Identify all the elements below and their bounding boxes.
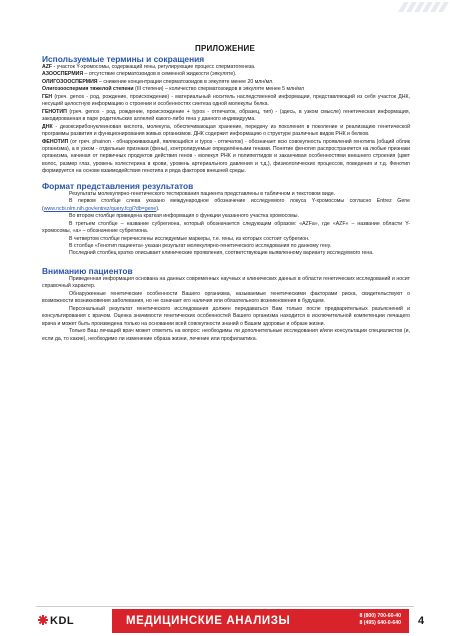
footer-divider — [36, 606, 414, 607]
format-heading: Формат представления результатов — [42, 180, 194, 191]
phone-number-1[interactable]: 8 (800) 700-60-40 — [359, 613, 401, 619]
kdl-logo — [38, 614, 98, 628]
format-paragraph-1: Результаты молекулярно-генетического тестирования пациента представлены в табличном и текстовом виде. — [69, 190, 336, 197]
format-paragraph-6: В столбце «Генотип пациента» указан результат молекулярно-генетического исследования по данному гену. — [69, 242, 332, 249]
glossary-item-oligozoospermia-severe: Олигозооспермия тяжелой степени (III степени) – количество сперматозоидов в эякуляте менее 5 млн/мл — [42, 86, 304, 93]
glossary-item-azf: AZF - участок Y-хромосомы, содержащий гены, регулирующие процесс сперматогенеза. — [42, 64, 256, 70]
attention-paragraph-1: Приведенная информация основана на данных современных научных и клинических данных в области генетических исследований и носит справочный характер. — [42, 275, 410, 290]
format-paragraph-2: В первом столбце слева указано международное обозначение исследуемого локуса Y-хромосомы согласно Entrez Gene (www.ncbi.nlm.nih.gov/entrez/query.fcgi?db=gene). — [42, 198, 410, 212]
kdl-logo-mark-icon — [38, 615, 48, 625]
format-paragraph-7: Последний столбец кратко описывает клинические проявления, соответствующие выявленному варианту исследуемого гена. — [69, 250, 374, 257]
header-decoration — [392, 0, 450, 18]
format-paragraph-4: В третьем столбце – название субрегиона, который обозначается следующим образом: «AZFa», где «AZF» – название области Y-хромосомы, «a» – обозначение субрегиона. — [42, 220, 410, 235]
glossary-list — [42, 64, 410, 176]
glossary-item-phenotype: ФЕНОТИП (от греч. phainon - обнаруживающий, являющийся и typos - отпечаток) - обозначает всю совокупность проявлений генотипа (общий облик организма), а в узком - отдельные признаки (фены), контролируемые определёнными генами. Понятие фенотип распространяется на любые признаки организма, начиная от первичных продуктов действия генов - молекул РНК и полипептидов и заканчивая особенностями внешнего строения (цвет волос, размер глаз, уровень холестерина в крови, уровень артериального давления и т.д.), физиологических процессов, поведения и т.д. Фенотип формируется на основе взаимодействия генотипа и ряда факторов внешней среды. — [42, 138, 410, 175]
page-title: ПРИЛОЖЕНИЕ — [195, 44, 255, 53]
glossary-item-oligozoospermia: ОЛИГОЗООСПЕРМИЯ – снижение концентрации сперматозоидов в эякуляте менее 20 млн/мл. — [42, 78, 274, 85]
glossary-item-azoospermia: АЗООСПЕРМИЯ – отсутствие сперматозоидов в семенной жидкости (эякуляте). — [42, 71, 237, 78]
footer-banner — [112, 609, 409, 633]
attention-paragraph-3: Персональный результат генетического исследования должен передаваться Вам только после предварительных разъяснений и консультирования с врачом. Оценка значимости генетических особенностей Вашего организма находится в исключительной компетенции лечащего врача и может быть произведена только на основании всей совокупности знаний о Вашем здоровье и образе жизни. — [42, 305, 410, 327]
attention-paragraph-4: Только Ваш лечащий врач может ответить на вопрос: необходимы ли дополнительные исследования и/или консультации специалистов (и, если да, то какие), необходимо ли изменение образа жизни, лечение или профилактика. — [42, 328, 410, 342]
banner-title: МЕДИЦИНСКИЕ АНАЛИЗЫ — [126, 615, 291, 627]
attention-heading: Вниманию пациентов — [42, 265, 133, 276]
entrez-gene-link[interactable]: www.ncbi.nlm.nih.gov/entrez/query.fcgi?db=gene — [43, 205, 157, 212]
page-number: 4 — [418, 615, 425, 627]
glossary-item-gene: ГЕН (греч. genos - род, рождение, происхождение) - материальный носитель наследственной информации, представляющий из себя участок ДНК, несущий целостную информацию о строении и особенностях синтеза одной молекулы белка. — [42, 93, 410, 108]
glossary-heading: Используемые термины и сокращения — [42, 54, 205, 64]
glossary-item-genotype: ГЕНОТИП (греч. genos - род, рождение, происхождение + typos - отпечаток, образец, тип) - (здесь, в узком смысле) генетическая информация, закодированная в паре родительских аллелей какого-либо гена у данного индивидуума. — [42, 108, 410, 123]
phone-list — [359, 613, 401, 627]
phone-number-2[interactable]: 8 (495) 640-0-640 — [359, 620, 401, 626]
format-paragraph-3: Во втором столбце приведена краткая информация о функции указанного участка хромосомы. — [69, 213, 299, 220]
glossary-item-dna: ДНК - дезоксирибонуклеиновая кислота, молекула, обеспечивающая хранение, передачу из поколения в поколение и реализацию генетической программы развития и функционирования живых организмов. ДНК содержит информацию о структуре различных видов РНК и белков. — [42, 123, 410, 138]
kdl-logo-text: KDL — [50, 615, 75, 627]
format-paragraph-5: В четвертом столбце перечислены исследуемые маркеры, т.е. гены, из которых состоит субрегион. — [69, 235, 310, 242]
page-content — [42, 54, 410, 343]
attention-paragraph-2: Обнаруженные генетические особенности Вашего организма, называемые генетическими факторами риска, свидетельствуют о возможности возникновения заболевания, но не означает его наличия или обязательного возникновения в будущем. — [42, 290, 410, 305]
